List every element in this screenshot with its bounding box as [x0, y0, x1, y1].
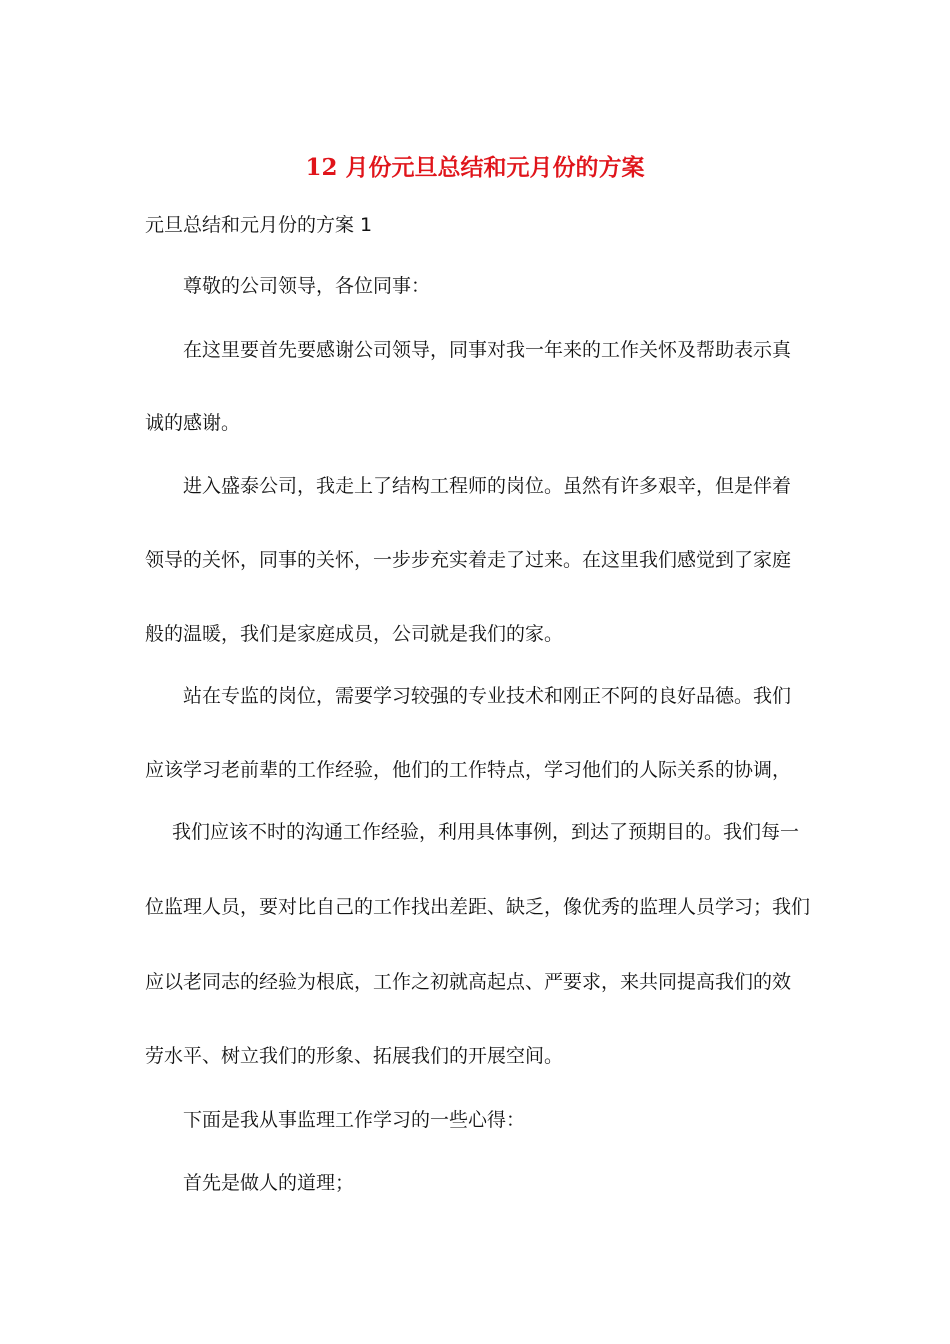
paragraph-line: 诚的感谢。 [145, 412, 241, 434]
paragraph-line: 下面是我从事监理工作学习的一些心得： [183, 1109, 526, 1131]
paragraph-line: 首先是做人的道理； [183, 1172, 355, 1194]
paragraph-line: 位监理人员，要对比自己的工作找出差距、缺乏，像优秀的监理人员学习；我们 [145, 896, 811, 918]
paragraph-line: 劳水平、树立我们的形象、拓展我们的开展空间。 [145, 1045, 564, 1067]
salutation-line: 尊敬的公司领导，各位同事： [183, 275, 431, 297]
paragraph-line: 应该学习老前辈的工作经验，他们的工作特点，学习他们的人际关系的协调， [145, 759, 792, 781]
paragraph-line: 站在专监的岗位，需要学习较强的专业技术和刚正不阿的良好品德。我们 [183, 685, 792, 707]
document-title: 12 月份元旦总结和元月份的方案 [305, 154, 645, 181]
paragraph-line: 般的温暖，我们是家庭成员，公司就是我们的家。 [145, 623, 564, 645]
section-heading: 元旦总结和元月份的方案 1 [145, 214, 373, 236]
paragraph-line: 在这里要首先要感谢公司领导，同事对我一年来的工作关怀及帮助表示真 [183, 339, 792, 361]
paragraph-line: 应以老同志的经验为根底，工作之初就高起点、严要求，来共同提高我们的效 [145, 971, 792, 993]
paragraph-line: 我们应该不时的沟通工作经验，利用具体事例，到达了预期目的。我们每一 [172, 821, 800, 843]
paragraph-line: 领导的关怀，同事的关怀，一步步充实着走了过来。在这里我们感觉到了家庭 [145, 549, 792, 571]
paragraph-line: 进入盛泰公司，我走上了结构工程师的岗位。虽然有许多艰辛，但是伴着 [183, 475, 792, 497]
